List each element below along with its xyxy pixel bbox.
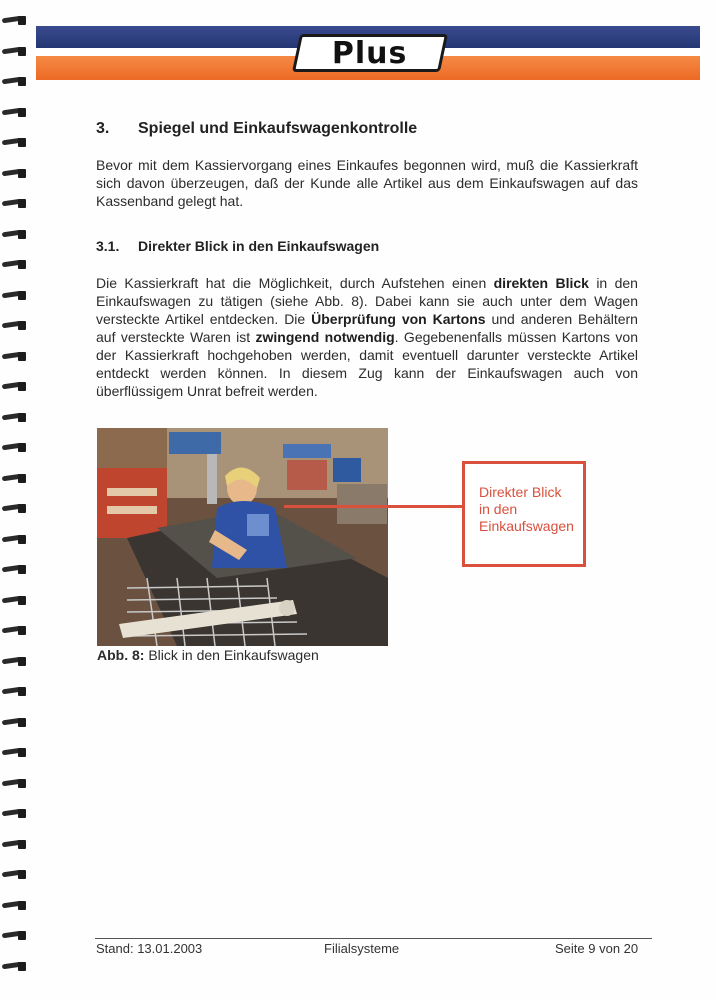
binding-coil: [2, 929, 28, 942]
body-bold-2: Überprüfung von Kartons: [311, 311, 486, 327]
footer-page-number: Seite 9 von 20: [555, 941, 639, 956]
binding-coil: [2, 899, 28, 912]
spiral-binding: [0, 0, 34, 1000]
binding-coil: [2, 685, 28, 698]
body-bold-1: direkten Blick: [493, 275, 589, 291]
figure-caption: [97, 647, 319, 663]
binding-coil: [2, 960, 28, 973]
callout-box: [462, 461, 586, 567]
body-text-2: in den Einkaufswagen zu tätigen (siehe Abb. 8). Dabei kann sie auch unter dem Wagen versteckte Artikel entdecken. Die: [96, 275, 638, 327]
body-text-3: und anderen Behältern auf versteckte Waren ist: [96, 311, 638, 345]
subsection-title: Direkter Blick in den Einkaufswagen: [138, 238, 380, 254]
binding-coil: [2, 868, 28, 881]
binding-coil: [2, 563, 28, 576]
callout-text: Direkter Blick in den Einkaufswagen: [479, 484, 574, 534]
binding-coil: [2, 380, 28, 393]
binding-coil: [2, 136, 28, 149]
binding-coil: [2, 624, 28, 637]
intro-paragraph: Bevor mit dem Kassiervorgang eines Einkaufes begonnen wird, muß die Kassierkraft sich davon überzeugen, daß der Kunde alle Artikel aus dem Einkaufswagen auf das Kassenband gelegt hat.: [96, 157, 638, 209]
binding-coil: [2, 75, 28, 88]
binding-coil: [2, 502, 28, 515]
binding-coil: [2, 441, 28, 454]
binding-coil: [2, 594, 28, 607]
binding-coil: [2, 45, 28, 58]
subsection-number: 3.1.: [96, 238, 120, 254]
binding-coil: [2, 167, 28, 180]
binding-coil: [2, 289, 28, 302]
binding-coil: [2, 533, 28, 546]
binding-coil: [2, 746, 28, 759]
binding-coil: [2, 838, 28, 851]
footer-title: Filialsysteme: [324, 941, 400, 956]
section-number: 3.: [96, 120, 110, 137]
binding-coil: [2, 655, 28, 668]
callout-connector-line: [284, 505, 462, 508]
caption-label: Abb. 8:: [97, 647, 145, 663]
binding-coil: [2, 319, 28, 332]
section-title: Spiegel und Einkaufswagenkontrolle: [138, 120, 418, 137]
footer-date: Stand: 13.01.2003: [96, 941, 203, 956]
logo-text: Plus: [332, 35, 408, 71]
binding-coil: [2, 228, 28, 241]
body-text-1: Die Kassierkraft hat die Möglichkeit, durch Aufstehen einen: [96, 275, 494, 291]
body-bold-3: zwingend notwendig: [255, 329, 395, 345]
subsection-heading: [96, 238, 379, 254]
binding-coil: [2, 716, 28, 729]
binding-coil: [2, 807, 28, 820]
binding-coil: [2, 472, 28, 485]
body-paragraph: [96, 274, 638, 400]
binding-coil: [2, 777, 28, 790]
binding-coil: [2, 14, 28, 27]
binding-coil: [2, 106, 28, 119]
section-heading: [96, 120, 417, 138]
binding-coil: [2, 197, 28, 210]
binding-coil: [2, 258, 28, 271]
plus-logo: [292, 34, 448, 72]
binding-coil: [2, 350, 28, 363]
checkout-photo: [97, 428, 388, 646]
caption-text: Blick in den Einkaufswagen: [144, 647, 319, 663]
footer-divider: [95, 938, 652, 939]
body-text-4: . Gegebenenfalls müssen Kartons von der Kassierkraft hochgehoben werden, damit eventuell darunter versteckte Artikel entdeckt werden können. In diesem Zug kann der Einkaufswagen auch von überflüssigem Unrat befreit werden.: [96, 329, 638, 399]
binding-coil: [2, 411, 28, 424]
